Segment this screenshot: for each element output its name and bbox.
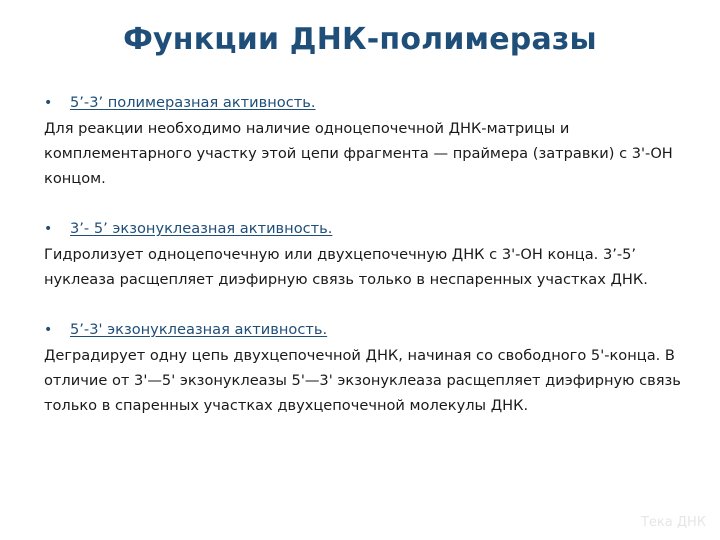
slide-content: [44, 90, 684, 418]
section-5-3-exonuclease: [44, 317, 684, 418]
section-heading: 5’-3’ полимеразная активность.: [70, 94, 316, 111]
slide-title: Функции ДНК-полимеразы: [123, 22, 597, 57]
bullet-icon: •: [44, 322, 53, 338]
section-text: Для реакции необходимо наличие одноцепочечной ДНК-матрицы и комплементарного участку этой цепи фрагмента — праймера (затравки) с 3'-ОН концом.: [44, 120, 673, 187]
section-heading: 5’-3' экзонуклеазная активность.: [70, 321, 328, 338]
section-text: Деградирует одну цепь двухцепочечной ДНК, начиная со свободного 5'-конца. В отличие от 3'—5' экзонуклеазы 5'—3' экзонуклеаза расщепляет диэфирную связь только в спаренных участках двухцепочечной молекулы ДНК.: [44, 347, 681, 414]
section-text: Гидролизует одноцепочечную или двухцепочечную ДНК с 3'-ОН конца. 3’-5’ нуклеаза расщепляет диэфирную связь только в неспаренных участках ДНК.: [44, 246, 648, 288]
section-3-5-exonuclease: [44, 216, 684, 292]
bullet-icon: •: [44, 221, 53, 237]
section-heading-line: [44, 90, 684, 116]
section-heading: 3’- 5’ экзонуклеазная активность.: [70, 220, 333, 237]
section-polymerase-activity: [44, 90, 684, 191]
section-heading-line: [44, 216, 684, 242]
bullet-icon: •: [44, 95, 53, 111]
watermark: Тека ДНК: [640, 515, 706, 530]
section-heading-line: [44, 317, 684, 343]
